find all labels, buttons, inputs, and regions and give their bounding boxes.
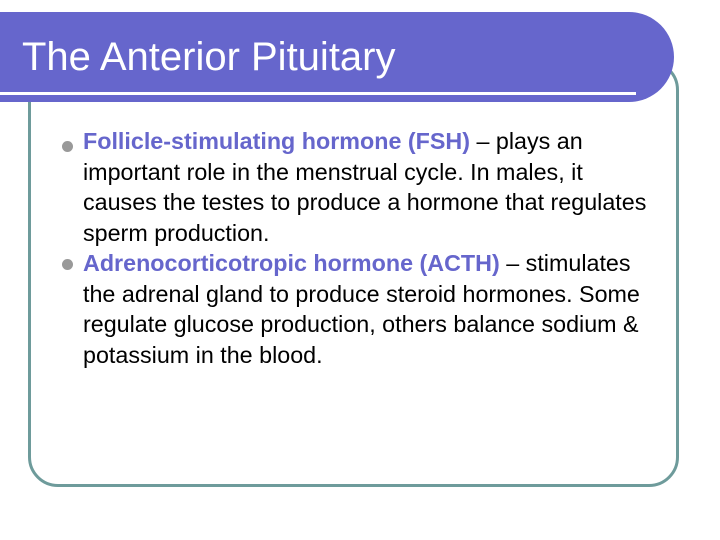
hormone-description: – stimulates the adrenal gland to produce steroid hormones. Some regulate glucose production, others balance sodium & potassium in the blood. (83, 250, 640, 368)
bullet-item-fsh (0, 126, 720, 248)
hormone-description: – plays an important role in the menstrual cycle. In males, it causes the testes to produce a hormone that regulates sperm production. (83, 128, 647, 246)
bullet-item-acth (0, 248, 720, 370)
bullet-list (0, 126, 720, 370)
title-underline (0, 92, 636, 95)
hormone-term: Follicle-stimulating hormone (FSH) (83, 128, 470, 154)
slide-title: The Anterior Pituitary (22, 35, 396, 79)
hormone-term: Adrenocorticotropic hormone (ACTH) (83, 250, 500, 276)
bullet-dot-icon (62, 141, 73, 152)
bullet-text (83, 248, 663, 370)
bullet-dot-icon (62, 259, 73, 270)
bullet-text (83, 126, 663, 248)
